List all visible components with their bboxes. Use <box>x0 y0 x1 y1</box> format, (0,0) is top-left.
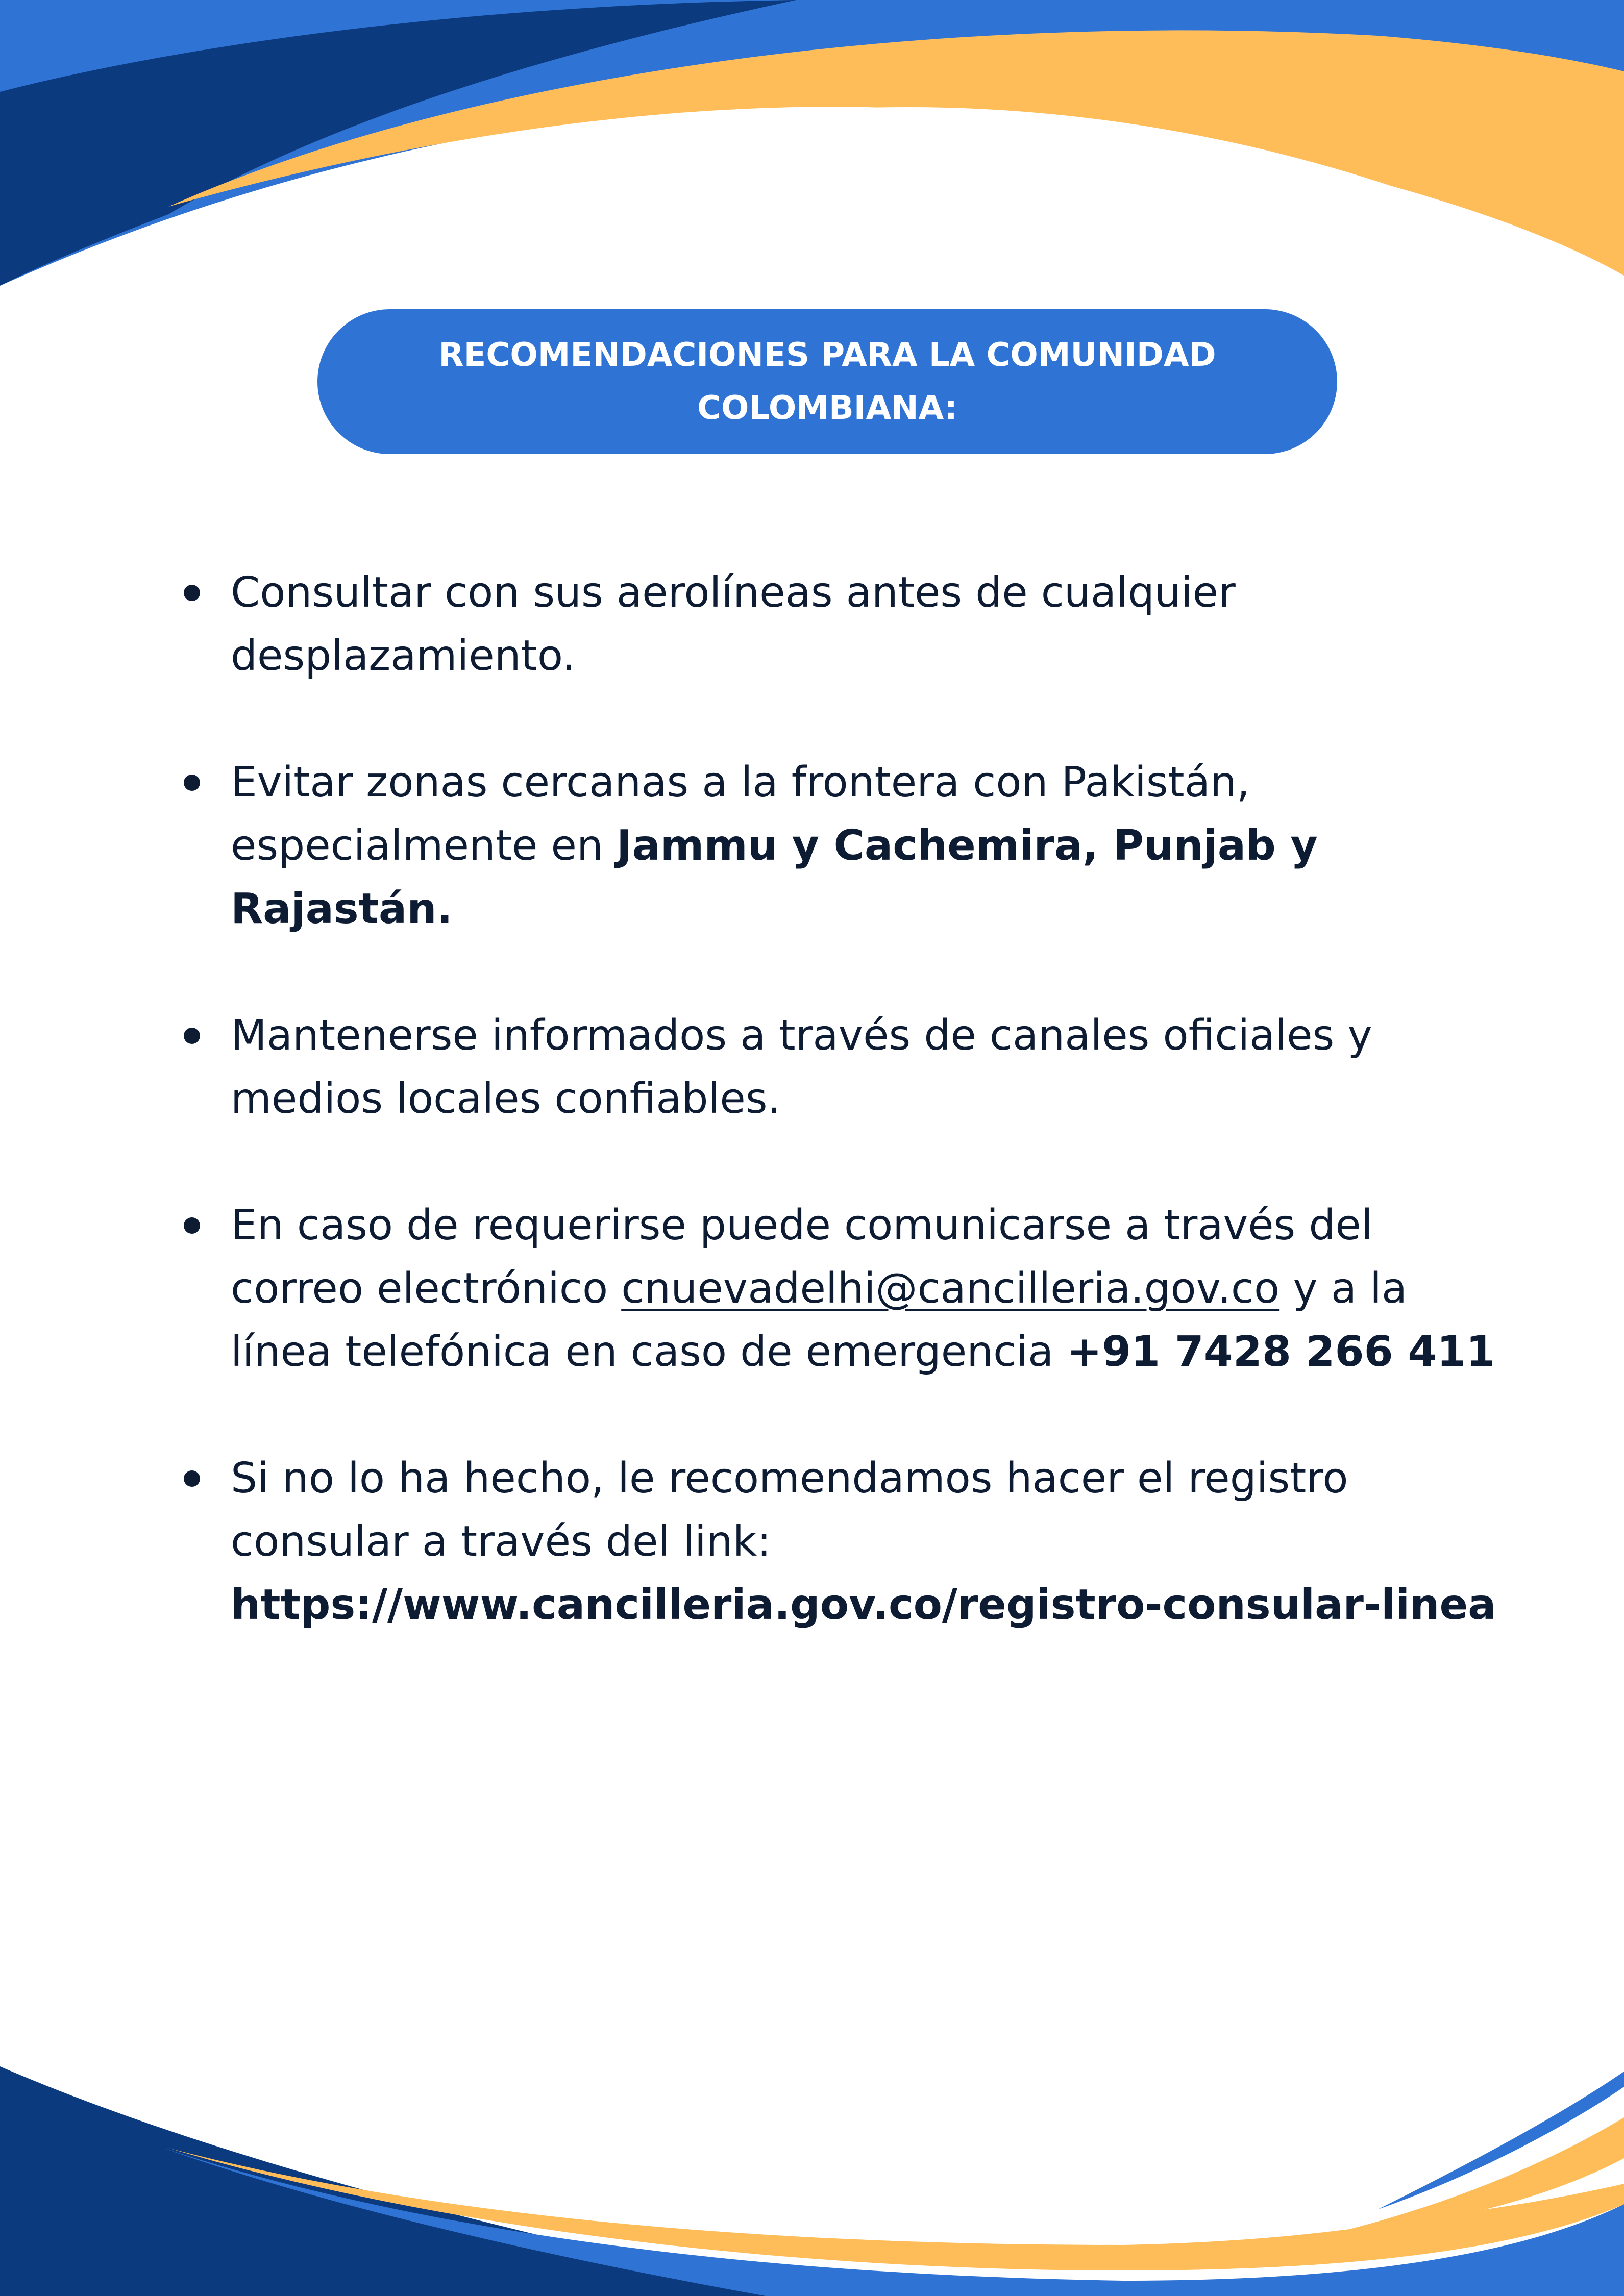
list-item <box>180 561 1507 688</box>
item-text: Si no lo ha hecho, le recomendamos hacer el registro consular a través del link: <box>231 1454 1348 1566</box>
bullet-icon <box>184 1470 200 1487</box>
regions-text: Jammu y Cachemira, Punjab y Rajastán. <box>231 821 1318 933</box>
item-text: En caso de requerirse puede comunicarse a través del correo electrónico <box>231 1201 1373 1313</box>
emergency-phone: +91 7428 266 411 <box>1067 1328 1495 1376</box>
item-text: Mantenerse informados a través de canales oficiales y medios locales confiables. <box>231 1011 1372 1123</box>
item-text: Evitar zonas cercanas a la frontera con Pakistán, especialmente en <box>231 758 1250 870</box>
list-item <box>180 1194 1507 1384</box>
bullet-icon <box>184 775 200 791</box>
page-title <box>393 329 1261 435</box>
top-wave-decoration <box>0 0 1624 306</box>
recommendations-list <box>180 561 1507 1700</box>
email-link[interactable]: cnuevadelhi@cancilleria.gov.co <box>621 1264 1280 1313</box>
bottom-wave-decoration <box>0 2031 1624 2296</box>
list-item <box>180 1004 1507 1131</box>
title-line-2: COLOMBIANA: <box>697 389 957 427</box>
bullet-icon <box>184 1028 200 1044</box>
item-text-continued: y a la línea telefónica en caso de emergencia <box>231 1264 1408 1376</box>
title-banner <box>317 309 1337 454</box>
list-item <box>180 751 1507 941</box>
bullet-icon <box>184 1217 200 1234</box>
title-line-1: RECOMENDACIONES PARA LA COMUNIDAD <box>438 336 1216 374</box>
item-text: Consultar con sus aerolíneas antes de cualquier desplazamiento. <box>231 568 1236 680</box>
registration-link[interactable]: https://www.cancilleria.gov.co/registro-consular-linea <box>231 1581 1496 1629</box>
bullet-icon <box>184 585 200 601</box>
list-item <box>180 1447 1507 1637</box>
